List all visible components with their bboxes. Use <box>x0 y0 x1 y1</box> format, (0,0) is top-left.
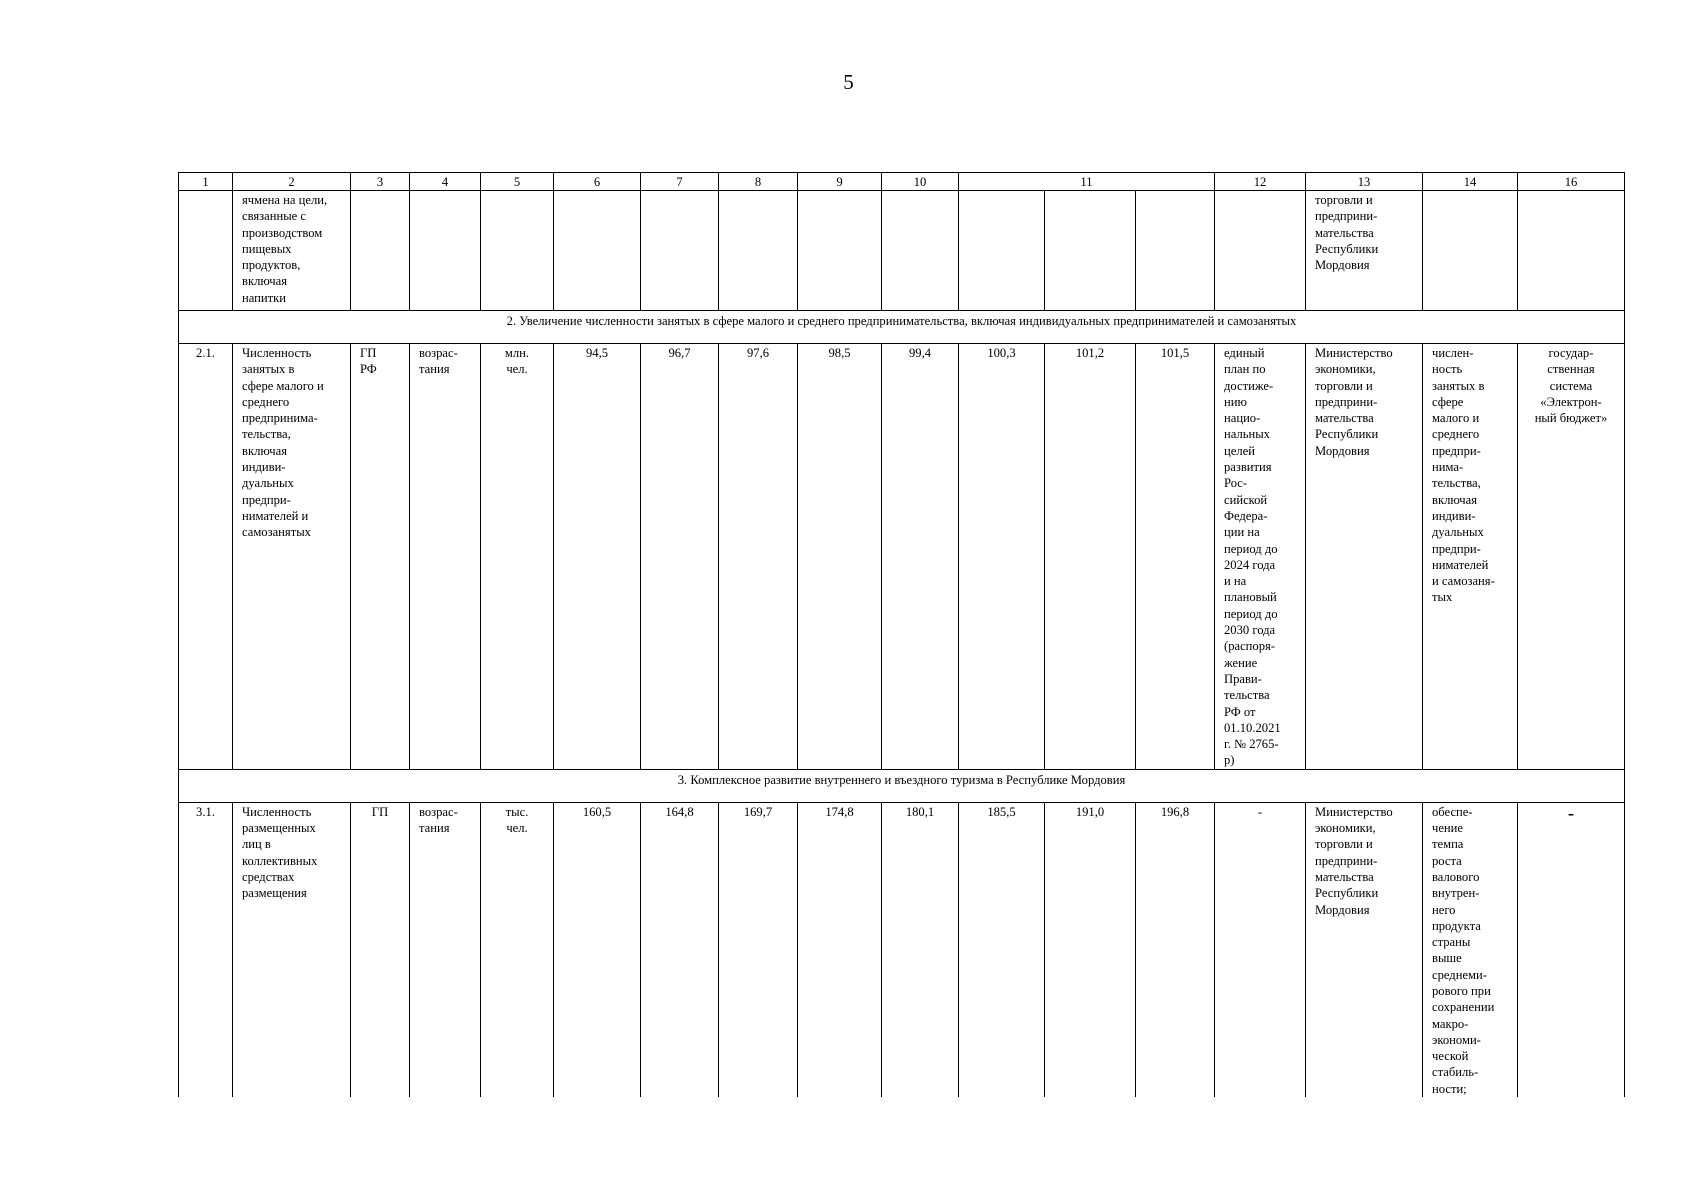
cell-value: 185,5 <box>959 802 1045 1097</box>
cell-value: 160,5 <box>554 802 641 1097</box>
cell-unit <box>481 191 554 311</box>
cell-value <box>1136 191 1215 311</box>
cell-value <box>959 191 1045 311</box>
cell-level: ГП <box>351 802 410 1097</box>
cell-responsible: Министерство экономики, торговли и предприни- мательства Республики Мордовия <box>1306 344 1423 770</box>
cell-value <box>1045 191 1136 311</box>
cell-document: - <box>1215 802 1306 1097</box>
cell-value: 164,8 <box>641 802 719 1097</box>
cell-link: обеспе- чение темпа роста валового внутрен- него продукта страны выше среднеми- рового при сохранении макро- экономи- ческой стабиль- ности; <box>1423 802 1518 1097</box>
cell-value: 101,5 <box>1136 344 1215 770</box>
cell-value: 100,3 <box>959 344 1045 770</box>
header-cell: 5 <box>481 173 554 191</box>
section-row <box>179 311 1625 344</box>
cell-level: ГП РФ <box>351 344 410 770</box>
cell-link: числен- ность занятых в сфере малого и среднего предпри- нима- тельства, включая индиви- дуальных предпри- нимателей и самозаня- тых <box>1423 344 1518 770</box>
cell-direction: возрас- тания <box>410 802 481 1097</box>
cell-value <box>554 191 641 311</box>
cell-value: 169,7 <box>719 802 798 1097</box>
cell-num: 3.1. <box>179 802 233 1097</box>
cell-value <box>798 191 882 311</box>
header-cell: 12 <box>1215 173 1306 191</box>
cell-value: 191,0 <box>1045 802 1136 1097</box>
header-cell: 14 <box>1423 173 1518 191</box>
header-cell: 1 <box>179 173 233 191</box>
cell-value <box>641 191 719 311</box>
indicators-table <box>178 172 1625 1097</box>
header-cell: 6 <box>554 173 641 191</box>
cell-value: 98,5 <box>798 344 882 770</box>
header-cell: 10 <box>882 173 959 191</box>
cell-link <box>1423 191 1518 311</box>
cell-indicator: ячмена на цели, связанные с производством пищевых продуктов, включая напитки <box>233 191 351 311</box>
section-title: 2. Увеличение численности занятых в сфере малого и среднего предпринимательства, включая индивидуальных предпринимателей и самозанятых <box>179 311 1625 344</box>
cell-value: 99,4 <box>882 344 959 770</box>
cell-num <box>179 191 233 311</box>
header-cell: 7 <box>641 173 719 191</box>
cell-responsible: торговли и предприни- мательства Республики Мордовия <box>1306 191 1423 311</box>
cell-num: 2.1. <box>179 344 233 770</box>
table-row <box>179 802 1625 1097</box>
page-number: 5 <box>843 70 854 94</box>
cell-direction: возрас- тания <box>410 344 481 770</box>
cell-level <box>351 191 410 311</box>
table-row <box>179 344 1625 770</box>
header-cell: 9 <box>798 173 882 191</box>
cell-value: 97,6 <box>719 344 798 770</box>
header-cell: 13 <box>1306 173 1423 191</box>
cell-value: 196,8 <box>1136 802 1215 1097</box>
cell-value <box>719 191 798 311</box>
header-cell: 16 <box>1518 173 1625 191</box>
cell-system: - <box>1518 802 1625 1097</box>
cell-responsible: Министерство экономики, торговли и предприни- мательства Республики Мордовия <box>1306 802 1423 1097</box>
cell-value: 180,1 <box>882 802 959 1097</box>
cell-value: 101,2 <box>1045 344 1136 770</box>
header-cell: 3 <box>351 173 410 191</box>
section-row <box>179 769 1625 802</box>
continuation-row <box>179 191 1625 311</box>
cell-value <box>882 191 959 311</box>
cell-document <box>1215 191 1306 311</box>
cell-value: 174,8 <box>798 802 882 1097</box>
cell-value: 96,7 <box>641 344 719 770</box>
cell-system <box>1518 191 1625 311</box>
header-cell: 8 <box>719 173 798 191</box>
header-cell: 4 <box>410 173 481 191</box>
cell-direction <box>410 191 481 311</box>
section-title: 3. Комплексное развитие внутреннего и въездного туризма в Республике Мордовия <box>179 769 1625 802</box>
cell-unit: тыс. чел. <box>481 802 554 1097</box>
cell-value: 94,5 <box>554 344 641 770</box>
cell-unit: млн. чел. <box>481 344 554 770</box>
cell-document: единый план по достиже- нию нацио- нальных целей развития Рос- сийской Федера- ции на период до 2024 года и на плановый период до 2030 года (распоря- жение Прави- тельства РФ от 01.10.2021 г. № 2765- р) <box>1215 344 1306 770</box>
cell-system: государ- ственная система «Электрон- ный бюджет» <box>1518 344 1625 770</box>
header-cell: 11 <box>959 173 1215 191</box>
cell-indicator: Численность размещенных лиц в коллективных средствах размещения <box>233 802 351 1097</box>
cell-indicator: Численность занятых в сфере малого и среднего предпринима- тельства, включая индиви- дуальных предпри- нимателей и самозанятых <box>233 344 351 770</box>
header-row <box>179 173 1625 191</box>
header-cell: 2 <box>233 173 351 191</box>
